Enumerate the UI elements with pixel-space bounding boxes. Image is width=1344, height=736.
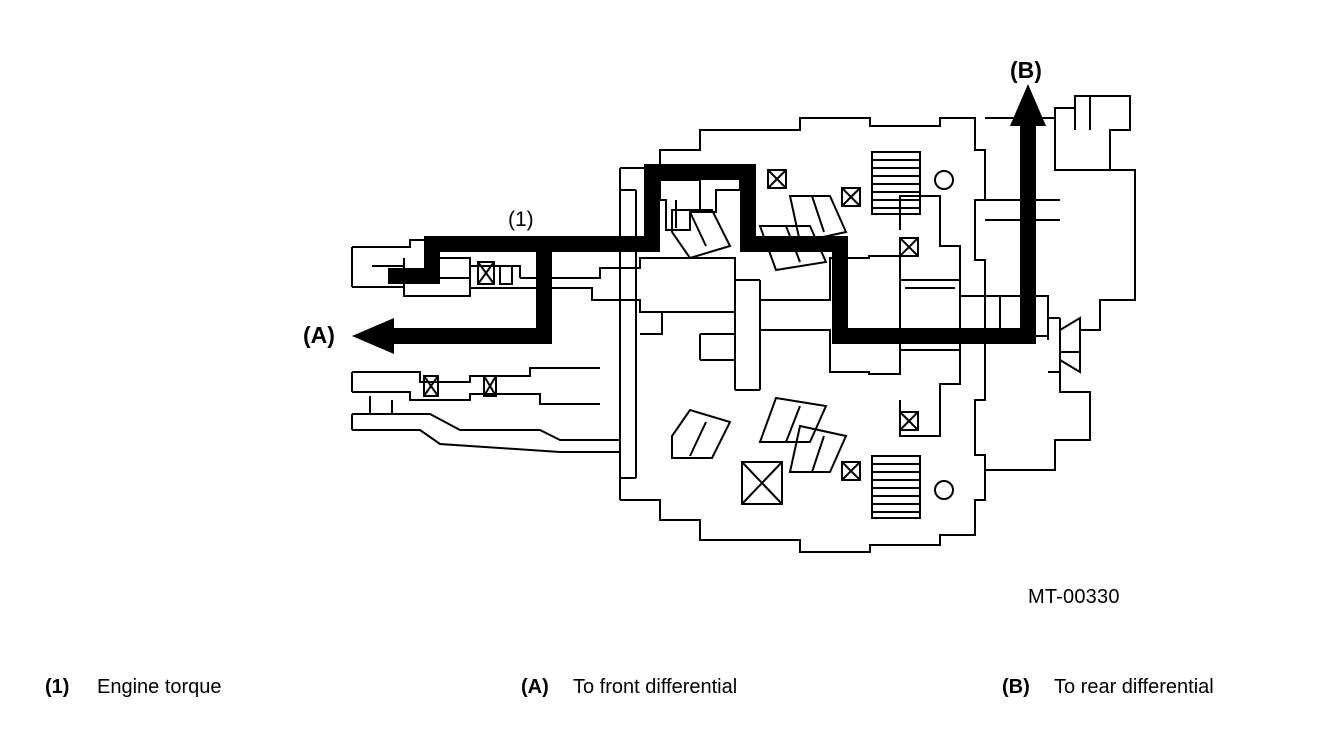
legend-label-1: Engine torque [97,676,222,698]
legend-key-1: (1) [45,676,70,698]
legend-label-a: To front differential [573,676,738,698]
torque-path-to-front [372,244,544,336]
legend-key-b: (B) [1002,676,1030,698]
arrowhead-a [352,318,394,354]
legend-item-1 [45,676,222,699]
legend-key-a: (A) [521,676,549,698]
arrowhead-b [1010,84,1046,126]
callout-a-in-figure: (A) [303,322,335,348]
legend-label-b: To rear differential [1054,676,1214,698]
callout-b-in-figure: (B) [1010,57,1042,83]
torque-path-to-rear [388,124,1028,336]
legend-item-a [521,676,737,699]
callout-1-in-figure: (1) [508,208,534,231]
figure-id: MT-00330 [1028,586,1120,608]
legend-item-b [1002,676,1214,699]
